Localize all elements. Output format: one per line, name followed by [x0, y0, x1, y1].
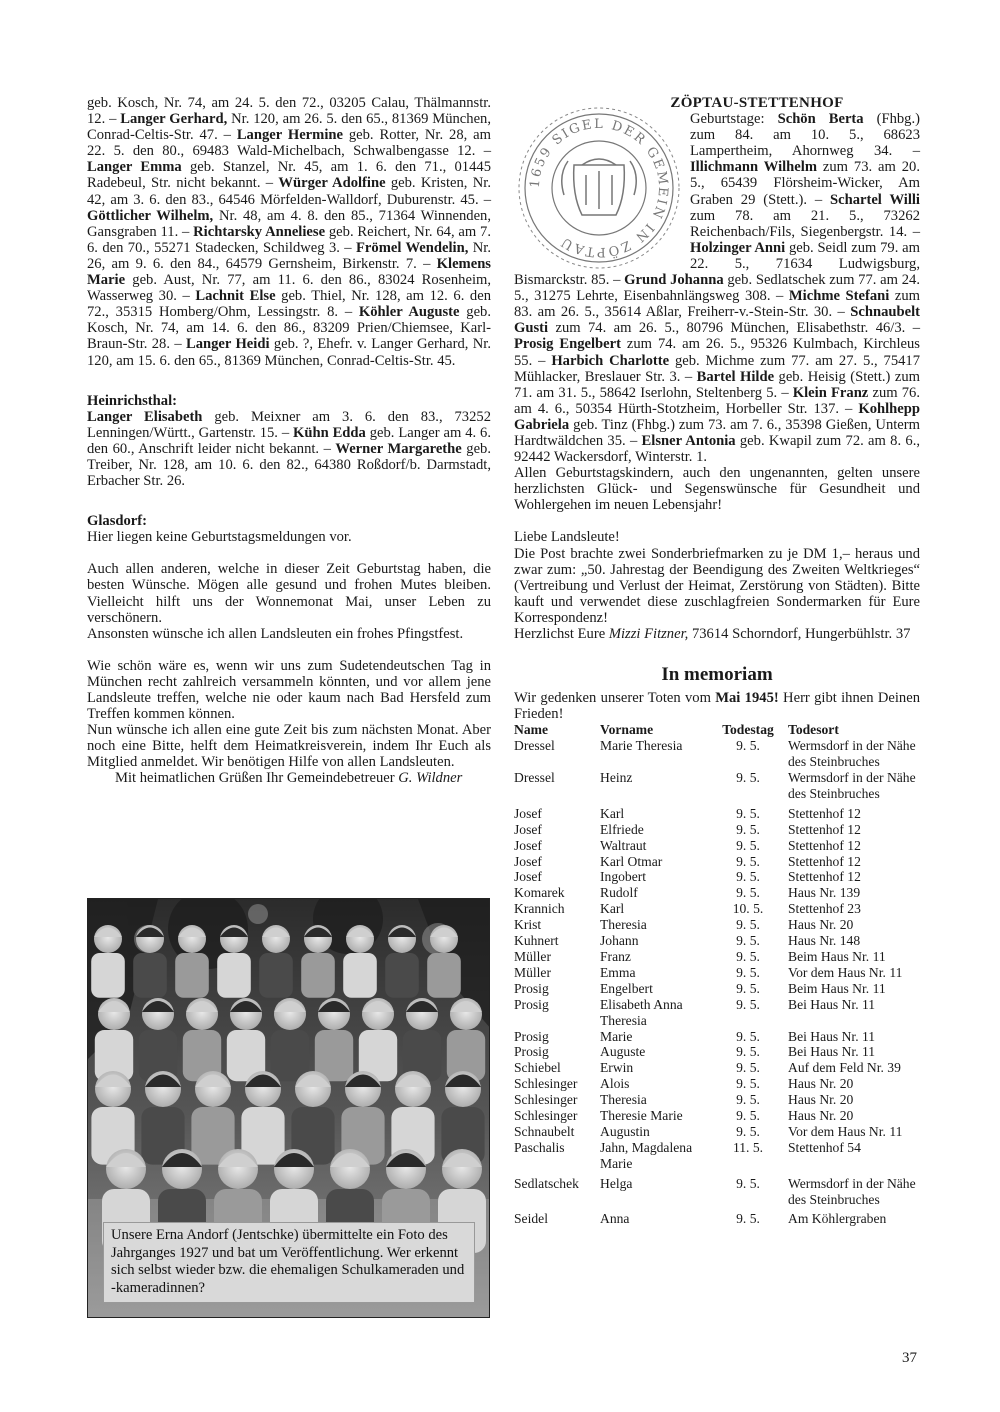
cell-vorname: Helga — [600, 1175, 633, 1191]
sudetendeutscher-tag-paragraph: Wie schön wäre es, wenn wir uns zum Sudetendeutschen Tag in München recht zahlreich versammeln könnten, und vor allem jene Landsleute treffen, welche nie oder kaum nach Bad Hersfeld zum Treffen kommen können. — [87, 657, 491, 723]
cell-name: Dressel — [514, 770, 555, 785]
person-name: Schartel Willi — [829, 191, 920, 208]
cell-name: Josef — [514, 821, 542, 837]
cell-todestag: 9. 5. — [736, 1175, 760, 1191]
person-name: Frömel Wendelin, — [356, 239, 469, 256]
person-name: Schön Berta — [777, 111, 864, 128]
cell-vorname: Erwin — [600, 1060, 634, 1076]
cell-name: Schiebel — [514, 1060, 561, 1076]
cell-todesort: Haus Nr. 20 — [788, 1092, 854, 1108]
cell-todesort: Beim Haus Nr. 11 — [788, 948, 886, 964]
cell-todesort: Haus Nr. 20 — [788, 1076, 854, 1092]
person-name: Langer Emma — [87, 159, 182, 176]
cell-todestag: 9. 5. — [736, 853, 760, 869]
header-todestag: Todestag — [722, 722, 774, 738]
cell-vorname: Karl Otmar — [600, 853, 663, 869]
cell-name: Sedlatschek — [514, 1175, 579, 1191]
signoff-author: G. Wildner — [398, 770, 463, 787]
cell-name: Krannich — [514, 901, 565, 917]
heinrichsthal-heading: Heinrichsthal: — [87, 392, 177, 409]
cell-todesort: Stettenhof 12 — [788, 805, 861, 821]
table-row — [514, 933, 920, 949]
cell-todestag: 9. 5. — [736, 980, 760, 996]
cell-vorname: Auguste — [600, 1044, 646, 1060]
person-name: Göttlicher Wilhelm, — [87, 207, 214, 224]
person-name: Kühn Edda — [293, 424, 366, 441]
cell-todesort: Stettenhof 12 — [788, 853, 861, 869]
cell-todesort: Auf dem Feld Nr. 39 — [788, 1060, 901, 1076]
memoriam-intro: Wir gedenken unserer Toten vom Mai 1945! Herr gibt ihnen Deinen Frieden! — [514, 690, 920, 723]
cell-todestag: 9. 5. — [736, 821, 760, 837]
signature-name: Mizzi Fitzner, — [608, 626, 689, 642]
cell-todestag: 9. 5. — [736, 964, 760, 980]
person-name: Langer Hermine — [236, 127, 343, 144]
greeting-landsleute: Liebe Landsleute! — [514, 529, 620, 546]
cell-todestag: 9. 5. — [736, 738, 760, 754]
child-figure — [343, 953, 377, 998]
child-figure — [133, 953, 167, 998]
cell-todestag: 9. 5. — [736, 1092, 760, 1108]
person-name: Michme Stefani — [788, 288, 890, 305]
zoeptau-birthdays: Geburtstage: Schön Berta (Fhbg.) zum 84. am 10. 5., 68623 Lampertheim, Ahornweg 34. – Illichmann Wilhelm zum 73. am 20. 5., 65439 Flörsheim-Wicker, Am Graben 29 (Stett.). – Schartel Willi zum 78. am 21. 5., 73262 Reichenbach/Fils, Siegenbergstr. 14. – Holzinger Anni geb. Seidl zum 79. am 22. 5., 71634 Ludwigsburg, Bismarckstr. 85. – Grund Johanna geb. Sedlatschek zum 77. am 24. 5., 31275 Lehrte, Eisenbahnlängsweg 308. – Michme Stefani zum 83. am 26. 5., 35614 Aßlar, Freiherr-v.-Stein-Str. 30. – Schnaubelt Gusti zum 74. am 26. 5., 80796 München, Elisabethstr. 46/3. – Prosig Engelbert zum 74. am 26. 5., 95326 Kulmbach, Kirchleus 55. – Harbich Charlotte geb. Michme zum 77. am 27. 5., 75417 Mühlacker, Breslauer Str. 3. – Bartel Hilde geb. Heisig (Stett.) zum 71. am 31. 5., 58642 Iserlohn, Steltenberg 5. – Klein Franz zum 76. am 4. 6., 50354 Hürth-Stotzheim, Horbeller Str. 137. – Kohlhepp Gabriela geb. Tinz (Fhbg.) zum 73. am 7. 6., 35398 Gießen, Unterm Hardtwäldchen 35. – Elsner Antonia geb. Kwapil zum 72. am 8. 6., 92442 Wackersdorf, Winterstr. 1. — [514, 111, 920, 466]
child-figure — [427, 953, 461, 998]
cell-todesort: Bei Haus Nr. 11 — [788, 1044, 876, 1060]
cell-todestag: 10. 5. — [732, 901, 764, 917]
table-row — [514, 1140, 920, 1172]
cell-vorname: Elisabeth Anna Theresia — [600, 996, 683, 1028]
cell-vorname: Marie Theresia — [600, 738, 683, 754]
cell-todestag: 11. 5. — [732, 1139, 764, 1155]
table-row — [514, 1108, 920, 1124]
child-figure — [301, 953, 335, 998]
cell-todestag: 9. 5. — [736, 1211, 760, 1227]
cell-name: Josef — [514, 869, 542, 885]
table-row — [514, 854, 920, 870]
table-row — [514, 981, 920, 997]
cell-todesort: Stettenhof 12 — [788, 821, 861, 837]
person-name: Klemens Marie — [87, 255, 491, 289]
cell-todesort: Am Köhlergraben — [788, 1211, 887, 1227]
person-name: Werner Margarethe — [335, 440, 462, 457]
cell-todestag: 9. 5. — [736, 1076, 760, 1092]
cell-name: Müller — [514, 964, 551, 980]
cell-todesort: Bei Haus Nr. 11 — [788, 996, 876, 1012]
table-row — [514, 802, 920, 822]
signature-line: Herzlichst Eure Mizzi Fitzner, 73614 Schorndorf, Hungerbühlstr. 37 — [514, 626, 911, 642]
photo-caption: Unsere Erna Andorf (Jentschke) übermittelte ein Foto des Jahrganges 1927 und bat um Veröffentlichung. Wer erkennt sich selbst wieder bzw. die ehemaligen Schulkameraden und -kameradinnen? — [103, 1222, 475, 1303]
table-row — [514, 838, 920, 854]
person-name: Köhler Auguste — [358, 304, 460, 321]
table-row — [514, 1207, 920, 1227]
person-name: Richtarsky Anneliese — [193, 223, 326, 240]
cell-name: Prosig — [514, 1028, 549, 1044]
cell-todesort: Beim Haus Nr. 11 — [788, 980, 886, 996]
cell-vorname: Heinz — [600, 770, 633, 785]
cell-vorname: Marie — [600, 1028, 633, 1044]
table-row — [514, 1044, 920, 1060]
table-row — [514, 1029, 920, 1045]
cell-vorname: Anna — [600, 1211, 630, 1227]
table-row — [514, 1172, 920, 1208]
person-name: Kohlhepp Gabriela — [514, 400, 920, 433]
cell-todestag: 9. 5. — [736, 1123, 760, 1139]
person-name: Prosig Engelbert — [514, 336, 621, 353]
person-name: Schnaubelt Gusti — [514, 304, 920, 337]
stamps-paragraph: Die Post brachte zwei Sonderbriefmarken zu je DM 1,– heraus und zwar zum: „50. Jahrestag der Beendigung des Zweiten Weltkrieges“ (Vertreibung und Verlust der Heimat, Zerstörung von Städten). Bitte kauft und verwendet diese zuschlagfreien Sondermarken für Eure Korrespondenz! — [514, 545, 920, 626]
cell-name: Schlesinger — [514, 1108, 578, 1124]
table-row — [514, 917, 920, 933]
header-todesort: Todesort — [788, 722, 839, 738]
cell-todestag: 9. 5. — [736, 917, 760, 933]
cell-name: Prosig — [514, 1044, 549, 1060]
person-name: Harbich Charlotte — [551, 352, 670, 369]
table-row — [514, 1060, 920, 1076]
table-row — [514, 997, 920, 1029]
person-name: Lachnit Else — [195, 288, 276, 305]
cell-todesort: Haus Nr. 20 — [788, 1108, 854, 1124]
cell-todestag: 9. 5. — [736, 1044, 760, 1060]
cell-name: Krist — [514, 917, 542, 933]
person-name: Bartel Hilde — [696, 368, 775, 385]
cell-name: Schlesinger — [514, 1076, 578, 1092]
cell-vorname: Elfriede — [600, 821, 644, 837]
glasdorf-heading: Glasdorf: — [87, 513, 147, 530]
pentecost-wish: Ansonsten wünsche ich allen Landsleuten ein frohes Pfingstfest. — [87, 625, 464, 642]
right-column — [514, 95, 920, 1227]
cell-vorname: Engelbert — [600, 980, 653, 996]
wishes-paragraph: Auch allen anderen, welche in dieser Zeit Geburtstag haben, die besten Wünsche. Mögen alle gesund und frohen Mutes bleiben. Vielleicht hilft uns der Wonnemonat Mai, unser Leben zu verschönern. — [87, 561, 491, 626]
table-row — [514, 949, 920, 965]
table-row — [514, 1076, 920, 1092]
cell-todestag: 9. 5. — [736, 948, 760, 964]
person-name: Langer Heidi — [185, 336, 270, 353]
child-figure — [217, 953, 251, 998]
cell-todestag: 9. 5. — [736, 869, 760, 885]
cell-vorname: Waltraut — [600, 837, 647, 853]
cell-name: Josef — [514, 853, 542, 869]
seal-lettering: 1659 SIGEL DER GEMEIN IN ZÖPTAU — [527, 117, 671, 260]
cell-vorname: Emma — [600, 964, 636, 980]
glasdorf-text: Hier liegen keine Geburtstagsmeldungen vor. — [87, 529, 352, 546]
table-row — [514, 965, 920, 981]
congratulations-paragraph: Allen Geburtstagskindern, auch den ungenannten, gelten unsere herzlichsten Glück- und Segenswünsche für Gesundheit und Wohlergehen im neuen Lebensjahr! — [514, 465, 920, 514]
page-number: 37 — [902, 1350, 917, 1366]
cell-vorname: Augustin — [600, 1123, 650, 1139]
table-row — [514, 770, 920, 802]
municipal-seal-icon — [512, 105, 686, 271]
cell-vorname: Karl — [600, 901, 625, 917]
table-row — [514, 901, 920, 917]
child-figure — [259, 953, 293, 998]
cell-name: Dressel — [514, 738, 555, 754]
table-row — [514, 822, 920, 838]
signoff: Mit heimatlichen Grüßen Ihr Gemeindebetreuer G. Wildner — [115, 770, 463, 787]
table-row — [514, 738, 920, 770]
person-name: Illichmann Wilhelm — [690, 159, 817, 176]
cell-todesort: Haus Nr. 20 — [788, 917, 854, 933]
person-name: Klein Franz — [792, 384, 869, 401]
person-name: Langer Gerhard, — [120, 111, 228, 128]
person-name: Langer Elisabeth — [87, 408, 203, 425]
heinrichsthal-birthdays: Langer Elisabeth geb. Meixner am 3. 6. den 83., 73252 Lenningen/Württ., Gartenstr. 15. – Kühn Edda geb. Langer am 4. 6. den 60., Anschrift leider nicht bekannt. – Werner Margarethe geb. Treiber, Nr. 128, am 10. 6. den 82., 64380 Roßdorf/b. Darmstadt, Erbacher Str. 26. — [87, 408, 491, 490]
table-row — [514, 1092, 920, 1108]
cell-vorname: Theresia — [600, 1092, 647, 1108]
cell-todestag: 9. 5. — [736, 837, 760, 853]
cell-todesort: Stettenhof 54 — [788, 1139, 861, 1155]
table-row — [514, 869, 920, 885]
cell-vorname: Rudolf — [600, 885, 638, 901]
cell-name: Prosig — [514, 980, 549, 996]
cell-todesort: Stettenhof 12 — [788, 869, 861, 885]
cell-name: Paschalis — [514, 1139, 565, 1155]
cell-todestag: 9. 5. — [736, 770, 760, 785]
memoriam-table — [514, 722, 920, 1227]
cell-todesort: Bei Haus Nr. 11 — [788, 1028, 876, 1044]
person-name: Grund Johanna — [624, 272, 724, 289]
membership-request-paragraph: Nun wünsche ich allen eine gute Zeit bis zum nächsten Monat. Aber noch eine Bitte, helft dem Heimatkreisverein, indem Ihr Euch als Mitglied anmeldet. Wir benötigen Hilfe von allen Landsleuten. — [87, 722, 491, 771]
person-name: Würger Adolfine — [278, 175, 386, 192]
cell-vorname: Jahn, Magdalena Marie — [600, 1139, 693, 1171]
class-photo — [87, 898, 490, 1318]
left-column — [87, 95, 491, 787]
cell-name: Seidel — [514, 1211, 548, 1227]
cell-todestag: 9. 5. — [736, 1060, 760, 1076]
cell-todestag: 9. 5. — [736, 1028, 760, 1044]
cell-name: Müller — [514, 948, 551, 964]
cell-name: Schnaubelt — [514, 1123, 575, 1139]
cell-todestag: 9. 5. — [736, 996, 760, 1012]
cell-todesort: Wermsdorf in der Nähe des Steinbruches — [788, 738, 916, 770]
header-vorname: Vorname — [600, 722, 654, 738]
cell-todesort: Haus Nr. 148 — [788, 933, 861, 949]
cell-todesort: Vor dem Haus Nr. 11 — [788, 1123, 903, 1139]
cell-todestag: 9. 5. — [736, 805, 760, 821]
cell-name: Josef — [514, 805, 542, 821]
cell-name: Prosig — [514, 996, 549, 1012]
cell-todestag: 9. 5. — [736, 933, 760, 949]
child-figure — [271, 1030, 309, 1081]
table-row — [514, 1124, 920, 1140]
cell-vorname: Franz — [600, 948, 631, 964]
cell-todesort: Vor dem Haus Nr. 11 — [788, 964, 903, 980]
cell-todesort: Wermsdorf in der Nähe des Steinbruches — [788, 770, 916, 801]
birthday-list-continued: geb. Kosch, Nr. 74, am 24. 5. den 72., 03205 Calau, Thälmannstr. 12. – Langer Gerhard, Nr. 120, am 26. 5. den 65., 81369 München, Conrad-Celtis-Str. 47. – Langer Hermine geb. Rotter, Nr. 28, am 22. 5. den 80., 69483 Wald-Michelbach, Schwalbengasse 12. – Langer Emma geb. Stanzel, Nr. 45, am 1. 6. den 71., 01445 Radebeul, Str. nicht bekannt. – Würger Adolfine geb. Kristen, Nr. 42, am 3. 6. den 83., 64546 Mörfelden-Walldorf, Duburenstr. 45. – Göttlicher Wilhelm, Nr. 48, am 4. 8. den 85., 71364 Winnenden, Gansgraben 11. – Richtarsky Anneliese geb. Reichert, Nr. 64, am 7. 6. den 70., 55271 Stadecken, Schildweg 3. – Frömel Wendelin, Nr. 26, am 9. 6. den 84., 64579 Gernsheim, Birkenstr. 7. – Klemens Marie geb. Aust, Nr. 77, am 11. 6. den 86., 83024 Rosenheim, Wasserweg 30. – Lachnit Else geb. Thiel, Nr. 128, am 12. 6. den 72., 35315 Homberg/Ohm, Lessingstr. 8. – Köhler Auguste geb. Kosch, Nr. 74, am 14. 6. den 86., 83209 Prien/Chiemsee, Karl-Braun-Str. 28. – Langer Heidi geb. ?, Ehefr. v. Langer Gerhard, Nr. 120, am 15. 6. den 65., 81369 München, Conrad-Celtis-Str. 45. — [87, 95, 492, 369]
memoriam-table-header — [514, 722, 920, 738]
cell-vorname: Karl — [600, 805, 625, 821]
child-figure — [385, 953, 419, 998]
cell-name: Schlesinger — [514, 1092, 578, 1108]
section-title-zoeptau-stettenhof: ZÖPTAU-STETTENHOF — [670, 95, 844, 111]
table-row — [514, 885, 920, 901]
cell-name: Josef — [514, 837, 542, 853]
person-name: Holzinger Anni — [690, 239, 786, 256]
cell-vorname: Alois — [600, 1076, 630, 1092]
cell-vorname: Ingobert — [600, 869, 647, 885]
cell-todesort: Stettenhof 23 — [788, 901, 861, 917]
child-figure — [175, 953, 209, 998]
cell-vorname: Theresia — [600, 917, 647, 933]
cell-todestag: 9. 5. — [736, 1108, 760, 1124]
header-name: Name — [514, 722, 548, 738]
cell-name: Kuhnert — [514, 933, 559, 949]
in-memoriam-heading: In memoriam — [661, 664, 773, 686]
cell-todesort: Stettenhof 12 — [788, 837, 861, 853]
cell-vorname: Johann — [600, 933, 639, 949]
cell-todesort: Haus Nr. 139 — [788, 885, 861, 901]
person-name: Elsner Antonia — [641, 432, 736, 449]
child-figure — [91, 953, 125, 998]
cell-vorname: Theresie Marie — [600, 1108, 683, 1124]
cell-todesort: Wermsdorf in der Nähe des Steinbruches — [788, 1175, 916, 1207]
cell-todestag: 9. 5. — [736, 885, 760, 901]
cell-name: Komarek — [514, 885, 565, 901]
